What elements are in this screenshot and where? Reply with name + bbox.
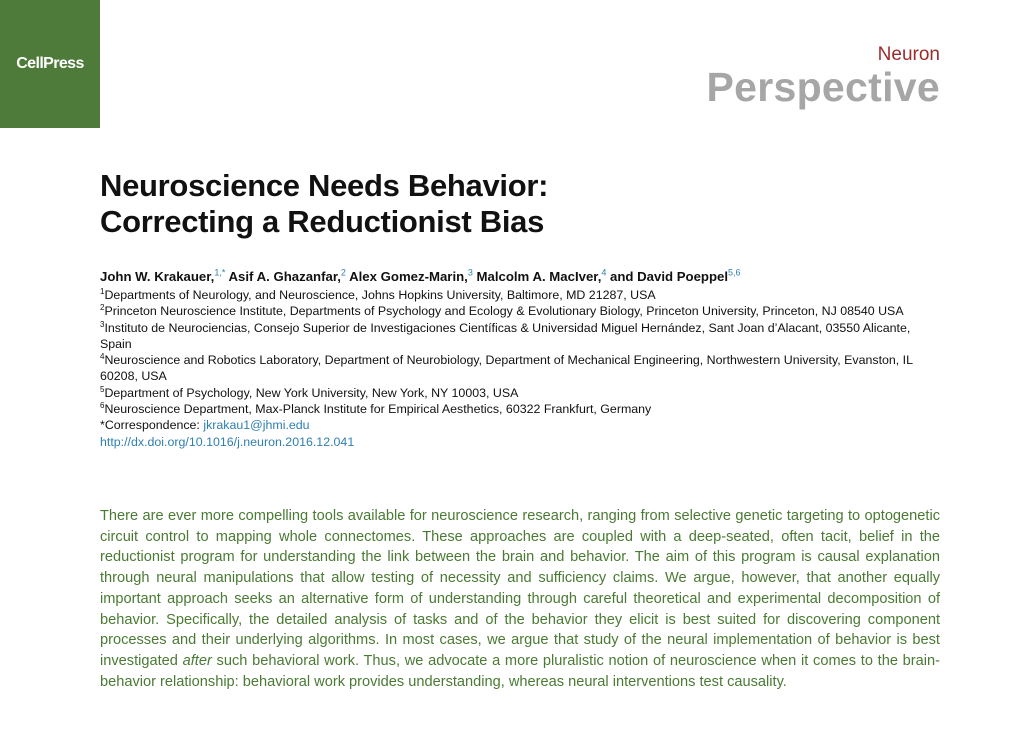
affiliation-item (100, 303, 940, 319)
correspondence-email-link[interactable]: jkrakau1@jhmi.edu (203, 418, 310, 433)
affiliation-item (100, 320, 940, 353)
affiliation-text: Neuroscience and Robotics Laboratory, Department of Neurobiology, Department of Mechanical Engineering, Northwestern University, Evanston, IL 60208, USA (100, 353, 913, 384)
affiliation-text: Neuroscience Department, Max-Planck Institute for Empirical Aesthetics, 60322 Frankfurt, Germany (104, 402, 652, 417)
title-line-2: Correcting a Reductionist Bias (100, 204, 545, 239)
cellpress-logo (0, 0, 100, 128)
affiliation-text: Princeton Neuroscience Institute, Departments of Psychology and Ecology & Evolutionary Biology, Princeton University, Princeton, NJ 08540 USA (104, 304, 904, 319)
affiliation-text: Department of Psychology, New York University, New York, NY 10003, USA (104, 385, 519, 400)
author-name: Alex Gomez-Marin, (349, 269, 468, 284)
journal-name: Neuron (877, 44, 940, 65)
author-affiliation-marks[interactable]: 3 (467, 267, 473, 278)
doi-link[interactable]: http://dx.doi.org/10.1016/j.neuron.2016.12.041 (100, 434, 355, 449)
author-name: Asif A. Ghazanfar, (228, 269, 341, 284)
publisher-name: CellPress (16, 55, 84, 72)
affiliation-list (100, 287, 940, 450)
affiliation-number: 1 (100, 286, 105, 296)
affiliation-number: 4 (100, 352, 105, 362)
abstract (100, 506, 940, 692)
affiliation-item (100, 287, 940, 303)
affiliation-item (100, 401, 940, 417)
affiliation-number: 6 (100, 400, 105, 410)
affiliation-number: 3 (100, 319, 105, 329)
abstract-emphasis: after (182, 652, 212, 669)
author-affiliation-marks[interactable]: 4 (601, 267, 607, 278)
affiliation-text: Departments of Neurology, and Neuroscience, Johns Hopkins University, Baltimore, MD 21287, USA (104, 288, 656, 302)
affiliation-number: 2 (100, 303, 105, 313)
article-type: Perspective (706, 64, 940, 110)
doi-line (100, 434, 940, 450)
author-name: John W. Krakauer, (100, 269, 215, 284)
abstract-text-part-1: There are ever more compelling tools available for neuroscience research, ranging from selective genetic targeting to optogenetic circuit control to mapping whole connectomes. These approaches are coupled with a deep-seated, often tacit, belief in the reductionist program for understanding the link between the brain and behavior. The aim of this program is causal explanation through neural manipulations that allow testing of necessity and sufficiency claims. We argue, however, that another equally important approach seeks an alternative form of understanding through careful theoretical and experimental decomposition of behavior. Specifically, the detailed analysis of tasks and of the behavior they elicit is best suited for discovering component processes and their underlying algorithms. In most cases, we argue that study of the neural implementation of behavior is best investigated (100, 508, 940, 669)
author-name: Malcolm A. MacIver, (476, 269, 602, 284)
abstract-text-part-2: such behavioral work. Thus, we advocate a more pluralistic notion of neuroscience when it comes to the brain-behavior relationship: behavioral work provides understanding, whereas neural interventions test causality. (100, 652, 940, 690)
author-name: and David Poeppel (610, 269, 729, 284)
affiliation-item (100, 352, 940, 385)
author-affiliation-marks[interactable]: 5,6 (728, 267, 741, 278)
correspondence (100, 417, 940, 433)
author-affiliation-marks[interactable]: 2 (340, 267, 346, 278)
affiliation-number: 5 (100, 384, 105, 394)
author-affiliation-marks[interactable]: 1,* (214, 267, 226, 278)
author-list (100, 268, 940, 286)
article-title (100, 168, 860, 240)
title-line-1: Neuroscience Needs Behavior: (100, 168, 549, 203)
affiliation-item (100, 385, 940, 401)
affiliation-text: Instituto de Neurociencias, Consejo Superior de Investigaciones Científicas & Universidad Miguel Hernández, Sant Joan d’Alacant, 03550 Alicante, Spain (100, 320, 911, 351)
correspondence-label: *Correspondence: (100, 418, 204, 433)
